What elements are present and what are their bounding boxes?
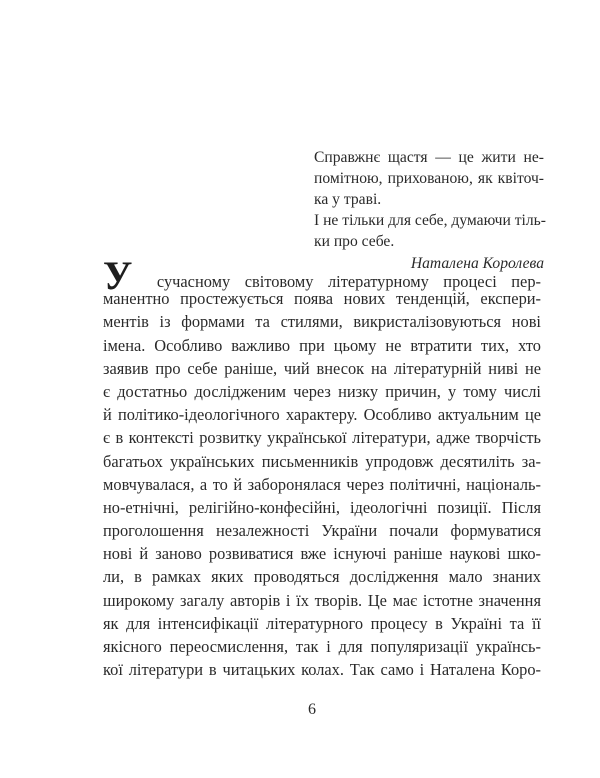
body-line: проголошення незалежності України почали формуватися — [103, 521, 541, 541]
epigraph — [314, 147, 544, 274]
epigraph-line: ки про себе. — [314, 233, 395, 250]
epigraph-line: помітною, прихованою, як квіточ- — [314, 170, 544, 187]
body-line: кої літератури в читацьких колах. Так само і Наталена Коро- — [103, 660, 541, 680]
body-line: є в контексті розвитку української літератури, адже творчість — [103, 428, 541, 448]
body-line: широкому загалу авторів і їх творів. Це має істотне значення — [103, 590, 541, 610]
body-line: заявив про себе раніше, чий внесок на літературній ниві не — [103, 358, 541, 378]
body-line: ли, в рамках яких проводяться дослідження мало знаних — [103, 567, 541, 587]
epigraph-line: Справжнє щастя — це жити не- — [314, 149, 544, 166]
page-number-container — [0, 701, 600, 719]
body-line: манентно простежується поява нових тенденцій, експери- — [103, 289, 541, 309]
body-line: багатьох українських письменників упродовж десятиліть за- — [103, 451, 541, 471]
epigraph-line: ка у траві. — [314, 191, 382, 208]
body-line: но-етнічні, релігійно-конфесійні, ідеологічні позиції. Після — [103, 497, 541, 517]
body-line: як для інтенсифікації літературного процесу в Україні та її — [103, 613, 541, 633]
body-line: якісного переосмислення, так і для популяризації українсь- — [103, 637, 541, 656]
epigraph-line: І не тільки для себе, думаючи тіль- — [314, 212, 546, 229]
body-line: сучасному світовому літературному процесі пер- — [156, 272, 541, 291]
body-line: імена. Особливо важливо при цьому не втратити тих, хто — [103, 335, 541, 355]
epigraph-author: Наталена Королева — [410, 255, 544, 272]
body-line: є достатньо дослідженим через низку причин, у тому числі — [103, 381, 541, 401]
body-line: мовчувалася, а то й заборонялася через політичні, національ- — [103, 474, 541, 494]
body-line: й політико-ідеологічного характеру. Особливо актуальним це — [103, 405, 541, 425]
body-line: нові й заново розвиватися вже існуючі раніше наукові шко- — [103, 544, 541, 564]
page-number: 6 — [308, 701, 316, 718]
drop-cap: У — [103, 253, 133, 298]
body-line: ментів із формами та стилями, викристалізовуються нові — [103, 312, 541, 332]
